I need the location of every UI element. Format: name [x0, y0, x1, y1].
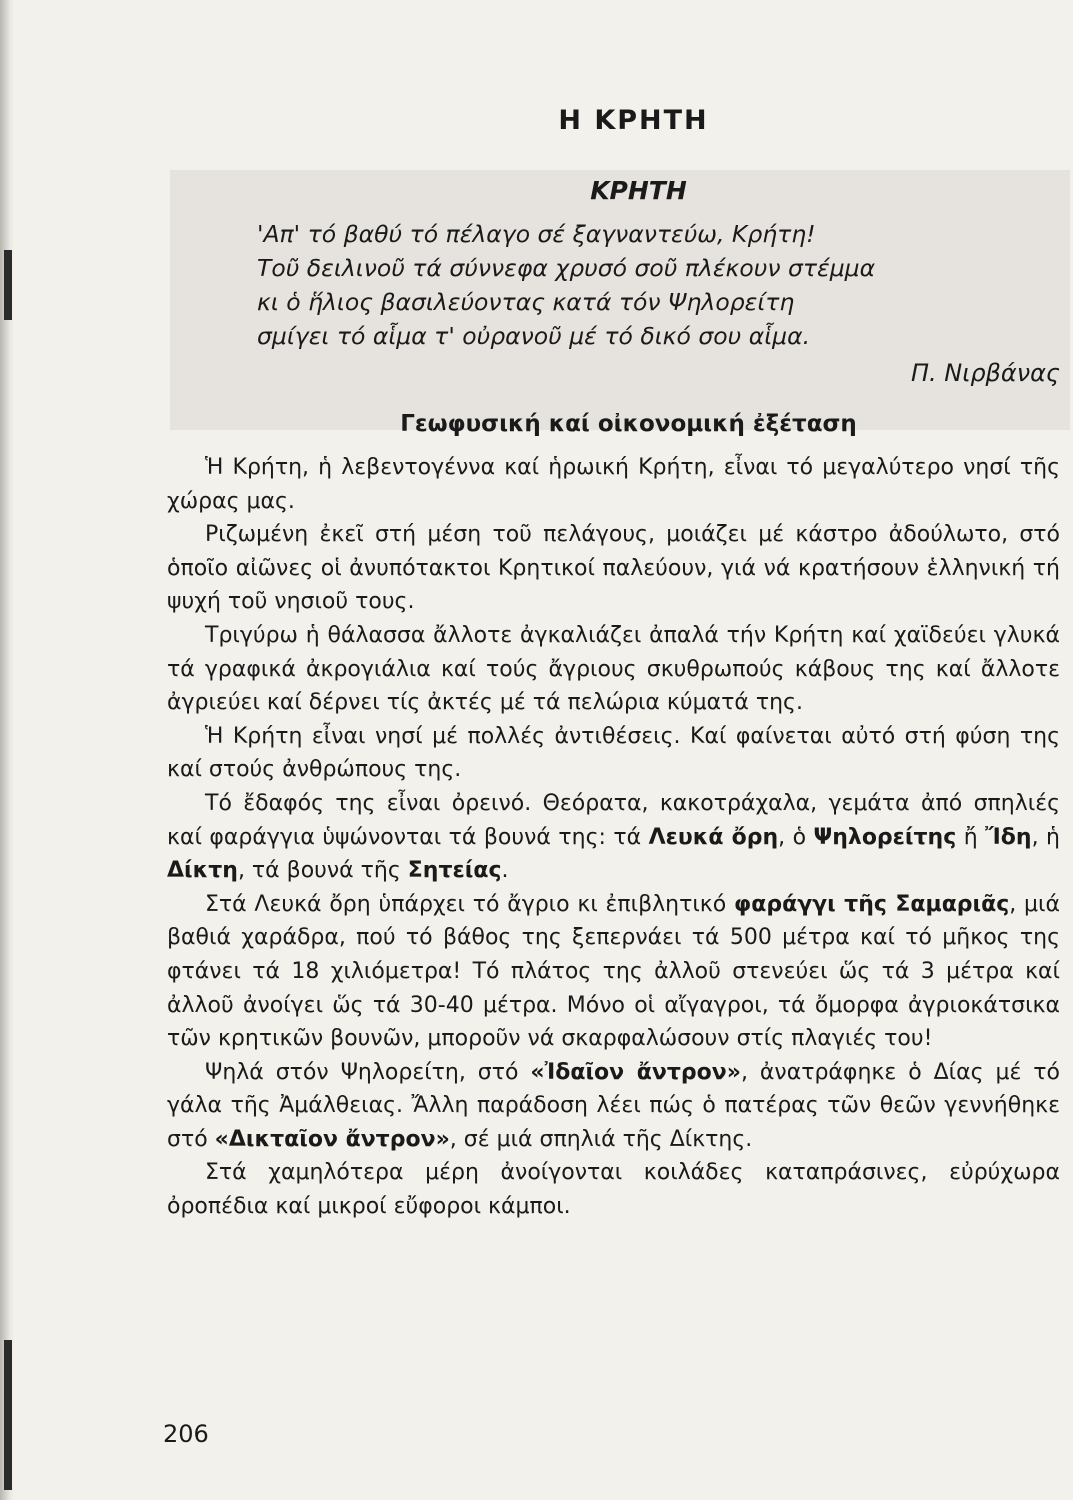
bold-term: «Ἰδαῖον ἄντρον» — [530, 1059, 741, 1085]
bold-term: «Δικταῖον ἄντρον» — [214, 1126, 450, 1152]
bold-term: Δίκτη — [167, 858, 238, 884]
page-content — [167, 105, 1060, 1224]
bold-term: Λευκά ὄρη — [648, 824, 779, 850]
bold-term: Σητείας — [407, 858, 502, 884]
paragraph: Ἡ Κρήτη εἶναι νησί μέ πολλές ἀντιθέσεις. Καί φαίνεται αὐτό στή φύση της καί στούς ἀνθρώπους της. — [167, 723, 1060, 783]
paragraph: Στά χαμηλότερα μέρη ἀνοίγονται κοιλάδες καταπράσινες, εὐρύχωρα ὀροπέδια καί μικροί εὔφοροι κάμποι. — [167, 1160, 1060, 1220]
poem-title: ΚΡΗΤΗ — [590, 176, 687, 205]
bold-term: Ἴδη — [985, 824, 1032, 850]
paragraph-text: Στά Λευκά ὄρη ὑπάρχει τό ἄγριο κι ἐπιβλητικό — [205, 891, 735, 917]
paragraph-text: . — [501, 858, 509, 884]
page-title: Η ΚΡΗΤΗ — [558, 105, 709, 136]
bold-term: Ψηλορείτης — [813, 824, 957, 850]
poem-line: 'Απ' τό βαθύ τό πέλαγο σέ ξαγναντεύω, Κρήτη! — [257, 220, 816, 248]
poem — [167, 217, 1060, 353]
paragraph — [167, 888, 1060, 1056]
paragraph-text: , σέ μιά σπηλιά τῆς Δίκτης. — [449, 1126, 753, 1152]
poem-line: κι ὁ ἥλιος βασιλεύοντας κατά τόν Ψηλορείτη — [257, 288, 795, 316]
bold-term: φαράγγι τῆς Σαμαριᾶς — [734, 891, 1010, 917]
poem-line: Τοῦ δειλινοῦ τά σύννεφα χρυσό σοῦ πλέκουν στέμμα — [257, 254, 876, 282]
paragraph-text: , ἡ — [1031, 824, 1060, 850]
binding-mark — [4, 1340, 12, 1490]
paragraph-text: Τό ἔδαφός της εἶναι ὀρεινό. Θεόρατα, κακοτράχαλα, γεμάτα ἀπό σπηλιές καί φαράγγια ὑψώνονται τά βουνά της: τά — [167, 790, 1060, 850]
poem-author: Π. Νιρβάνας — [910, 359, 1060, 387]
binding-mark — [4, 250, 12, 320]
section-title: Γεωφυσική καί οἰκονομική ἐξέταση — [400, 411, 857, 437]
paragraph-text: , ὁ — [778, 824, 814, 850]
paragraph-text: , μιά βαθιά χαράδρα, πού τό βάθος της ξεπερνάει τά 500 μέτρα καί τό μῆκος της φτάνει τά 18 χιλιόμετρα! Τό πλάτος της ἀλλοῦ στενεύει ὥς τά 3 μέτρα καί ἀλλοῦ ἀνοίγει ὥς τά 30-40 μέτρα. Μόνο οἱ αἴγαγροι, τά ὄμορφα ἀγριοκάτσικα τῶν κρητικῶν βουνῶν, μποροῦν νά σκαρφαλώσουν στίς πλαγιές του! — [167, 891, 1060, 1052]
page-number: 206 — [163, 1420, 209, 1448]
paragraph: Ἡ Κρήτη, ἡ λεβεντογέννα καί ἡρωική Κρήτη, εἶναι τό μεγαλύτερο νησί τῆς χώρας μας. — [167, 455, 1060, 514]
paragraph: Τριγύρω ἡ θάλασσα ἄλλοτε ἀγκαλιάζει ἀπαλά τήν Κρήτη καί χαϊδεύει γλυκά τά γραφικά ἀκρογιάλια καί τούς ἄγριους σκυθρωπούς κάβους της καί ἄλλοτε ἀγριεύει καί δέρνει τίς ἀκτές μέ τά πελώρια κύματά της. — [167, 622, 1060, 716]
paragraph — [167, 787, 1060, 888]
poem-line: σμίγει τό αἷμα τ' οὐρανοῦ μέ τό δικό σου αἷμα. — [257, 322, 811, 350]
paragraph-text: Ψηλά στόν Ψηλορείτη, στό — [205, 1059, 531, 1085]
paragraph — [167, 1056, 1060, 1157]
paragraph-text: ἤ — [956, 824, 986, 850]
paragraph: Ριζωμένη ἐκεῖ στή μέση τοῦ πελάγους, μοιάζει μέ κάστρο ἀδούλωτο, στό ὁποῖο αἰῶνες οἱ ἀνυπότακτοι Κρητικοί παλεύουν, γιά νά κρατήσουν ἑλληνική τή ψυχή τοῦ νησιοῦ τους. — [167, 522, 1060, 615]
paragraph-text: , τά βουνά τῆς — [237, 858, 408, 884]
book-binding-edge — [0, 0, 14, 1500]
paragraph-text: , ἀνατράφηκε ὁ Δίας μέ τό γάλα τῆς Ἀμάλθειας. Ἄλλη παράδοση λέει πώς ὁ πατέρας τῶν θεῶν γεννήθηκε στό — [167, 1059, 1061, 1152]
